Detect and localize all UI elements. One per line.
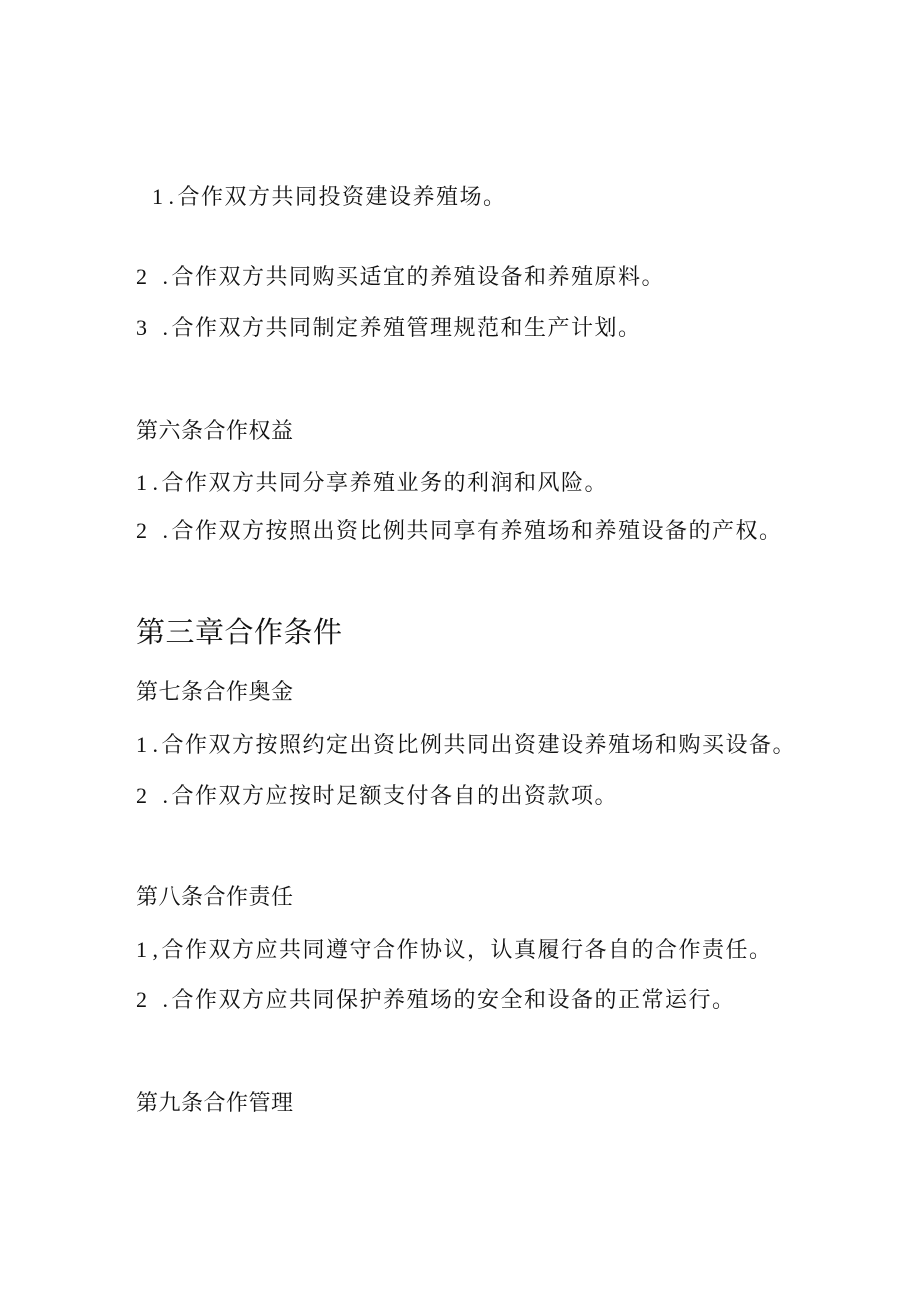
list-item-text: 合作双方共同制定养殖管理规范和生产计划。	[171, 316, 642, 341]
list-item-separator: .	[152, 470, 160, 495]
list-item	[136, 263, 665, 292]
list-item-separator: .	[162, 987, 170, 1012]
list-item-separator: .	[162, 783, 170, 808]
list-item-number: 1	[152, 184, 165, 209]
list-item-text: 合作双方共同分享养殖业务的利润和风险。	[161, 471, 609, 496]
list-item	[152, 183, 507, 212]
list-item-number: 2	[136, 518, 149, 543]
list-item	[136, 782, 618, 811]
list-item-separator: .	[162, 518, 170, 543]
list-item-text: 合作双方按照出资比例共同享有养殖场和养殖设备的产权。	[171, 519, 783, 544]
list-item	[136, 986, 736, 1015]
list-item-separator: .	[162, 264, 170, 289]
list-item-text: 合作双方按照约定出资比例共同出资建设养殖场和购买设备。	[161, 733, 797, 758]
list-item-number: 1	[136, 470, 149, 495]
list-item	[136, 731, 796, 760]
list-item-number: 1	[136, 937, 149, 962]
list-item-text: 合作双方应共同遵守合作协议，认真履行各自的合作责任。	[161, 938, 773, 963]
list-item-number: 3	[136, 315, 149, 340]
list-item-number: 2	[136, 987, 149, 1012]
article-heading: 第六条合作权益	[136, 419, 294, 444]
list-item	[136, 469, 608, 498]
list-item-number: 1	[136, 732, 149, 757]
list-item-separator: ,	[152, 937, 160, 962]
list-item	[136, 517, 783, 546]
list-item-separator: .	[168, 184, 176, 209]
article-heading: 第九条合作管理	[136, 1091, 294, 1116]
list-item	[136, 314, 642, 343]
list-item-text: 合作双方应按时足额支付各自的出资款项。	[171, 784, 619, 809]
article-heading: 第八条合作责任	[136, 885, 294, 910]
list-item-separator: .	[152, 732, 160, 757]
list-item	[136, 936, 773, 965]
list-item-text: 合作双方共同购买适宜的养殖设备和养殖原料。	[171, 265, 666, 290]
article-heading: 第七条合作奥金	[136, 680, 294, 705]
list-item-number: 2	[136, 783, 149, 808]
chapter-heading: 第三章合作条件	[136, 615, 343, 649]
list-item-text: 合作双方应共同保护养殖场的安全和设备的正常运行。	[171, 988, 736, 1013]
list-item-separator: .	[162, 315, 170, 340]
list-item-number: 2	[136, 264, 149, 289]
list-item-text: 合作双方共同投资建设养殖场。	[177, 185, 507, 210]
